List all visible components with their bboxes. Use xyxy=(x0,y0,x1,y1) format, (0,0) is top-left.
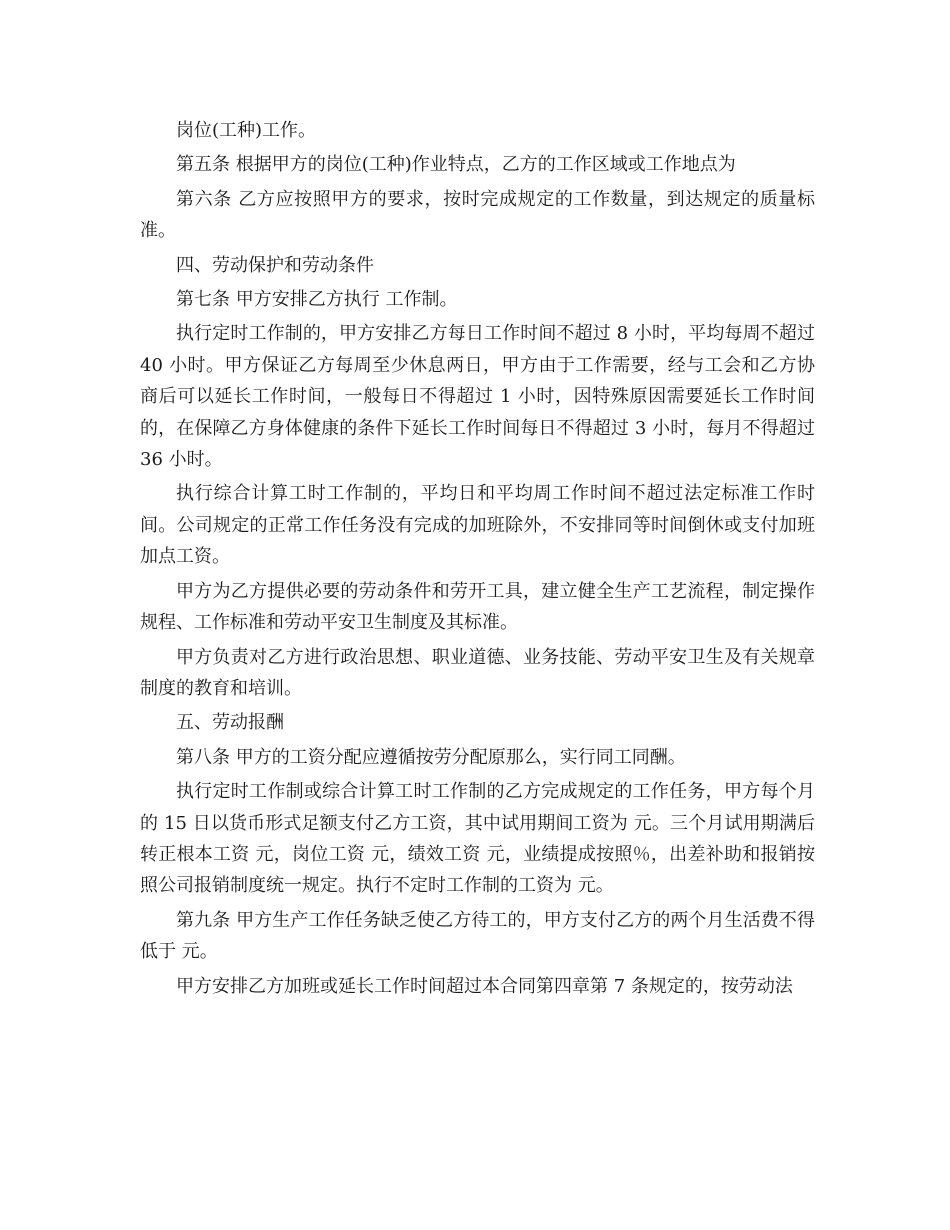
paragraph: 甲方安排乙方加班或延长工作时间超过本合同第四章第 7 条规定的，按劳动法 xyxy=(176,975,793,997)
paragraph: 第六条 乙方应按照甲方的要求，按时完成规定的工作数量，到达规定的质量标准。 xyxy=(140,188,815,242)
paragraph: 岗位(工种)工作。 xyxy=(176,120,317,141)
paragraph: 第八条 甲方的工资分配应遵循按劳分配原那么，实行同工同酬。 xyxy=(176,746,686,768)
paragraph: 执行定时工作制的，甲方安排乙方每日工作时间不超过 8 小时，平均每周不超过 40 小时。甲方保证乙方每周至少休息两日，甲方由于工作需要，经与工会和乙方协商后可以延长工作时间，一般每日不得超过 1 小时，因特殊原因需要延长工作时间的，在保障乙方身体健康的条件下延长工作时间每日不得超过 3 小时，每月不得超过 36 小时。 xyxy=(140,323,815,471)
section-heading: 五、劳动报酬 xyxy=(176,712,284,734)
paragraph: 甲方负责对乙方进行政治思想、职业道德、业务技能、劳动平安卫生及有关规章制度的教育和培训。 xyxy=(140,646,815,699)
paragraph: 第七条 甲方安排乙方执行 工作制。 xyxy=(176,289,458,311)
paragraph: 执行定时工作制或综合计算工时工作制的乙方完成规定的工作任务，甲方每个月的 15 日以货币形式足额支付乙方工资，其中试用期间工资为 元。三个月试用期满后转正根本工资 元，岗位工资 元，绩效工资 元，业绩提成按照％，出差补助和报销按照公司报销制度统一规定。执行不定时工作制的工资为 元。 xyxy=(140,781,815,897)
paragraph: 第九条 甲方生产工作任务缺乏使乙方待工的，甲方支付乙方的两个月生活费不得低于 元。 xyxy=(140,909,815,963)
paragraph: 甲方为乙方提供必要的劳动条件和劳开工具，建立健全生产工艺流程，制定操作规程、工作标准和劳动平安卫生制度及其标准。 xyxy=(140,580,815,634)
section-heading: 四、劳动保护和劳动条件 xyxy=(176,254,374,276)
document-body xyxy=(140,115,815,1005)
paragraph: 第五条 根据甲方的岗位(工种)作业特点，乙方的工作区域或工作地点为 xyxy=(176,154,736,176)
paragraph: 执行综合计算工时工作制的，平均日和平均周工作时间不超过法定标准工作时间。公司规定的正常工作任务没有完成的加班除外，不安排同等时间倒休或支付加班加点工资。 xyxy=(140,483,815,568)
